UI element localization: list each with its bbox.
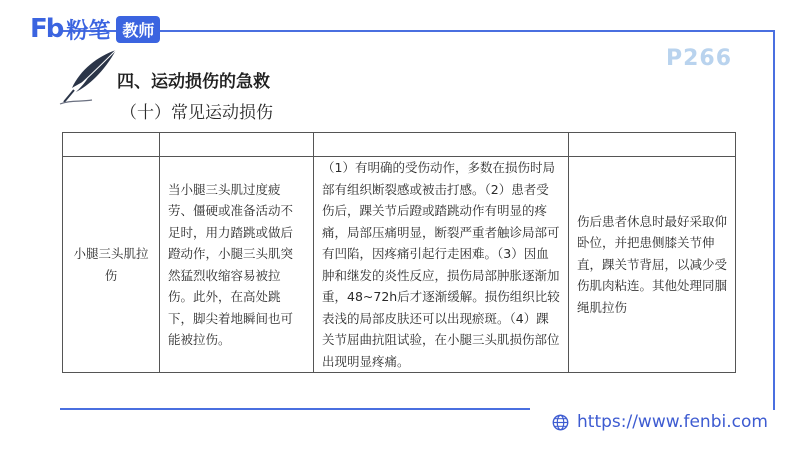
header-cell-2 <box>160 133 314 157</box>
footer-url[interactable] <box>552 412 768 432</box>
header-cell-3 <box>314 133 569 157</box>
cause-cell: 当小腿三头肌过度疲劳、僵硬或准备活动不足时，用力踏跳或做后蹬动作，小腿三头肌突然猛烈收缩容易被拉伤。此外，在高处跳下，脚尖着地瞬间也可能被拉伤。 <box>160 157 314 373</box>
header-cell-1 <box>63 133 160 157</box>
header-cell-4 <box>569 133 736 157</box>
section-title: 四、运动损伤的急救 <box>117 72 270 92</box>
fenbi-logo <box>30 14 160 44</box>
page-label: P266 <box>666 46 733 71</box>
fenbi-logo-icon: Fb <box>30 14 63 44</box>
feather-quill-icon <box>58 48 120 106</box>
treatment-cell: 伤后患者休息时最好采取仰卧位，并把患侧膝关节伸直，踝关节背屈，以减少受伤肌肉粘连。其他处理同腘绳肌拉伤 <box>569 157 736 373</box>
brand-badge: 教师 <box>116 16 160 43</box>
footer-url-text[interactable]: https://www.fenbi.com <box>577 412 768 432</box>
table-row <box>63 157 736 373</box>
frame-bottom-line <box>60 408 530 410</box>
subsection-title: （十）常见运动损伤 <box>120 103 273 123</box>
injury-table <box>62 132 736 373</box>
frame-top-line <box>60 30 775 32</box>
symptoms-cell: （1）有明确的受伤动作，多数在损伤时局部有组织断裂感或被击打感。（2）患者受伤后，踝关节后蹬或踏跳动作有明显的疼痛，局部压痛明显，断裂严重者触诊局部可有凹陷，因疼痛引起行走困难。（3）因血肿和继发的炎性反应，损伤局部肿胀逐渐加重，48~72h后才逐渐缓解。损伤组织比较表浅的局部皮肤还可以出现瘀斑。（4）踝关节屈曲抗阻试验，在小腿三头肌损伤部位出现明显疼痛。 <box>314 157 569 373</box>
globe-icon <box>552 414 569 431</box>
injury-name-cell: 小腿三头肌拉伤 <box>63 157 160 373</box>
brand-name: 粉笔 <box>66 18 111 44</box>
frame-right-line <box>773 30 775 410</box>
table-header-row <box>63 133 736 157</box>
